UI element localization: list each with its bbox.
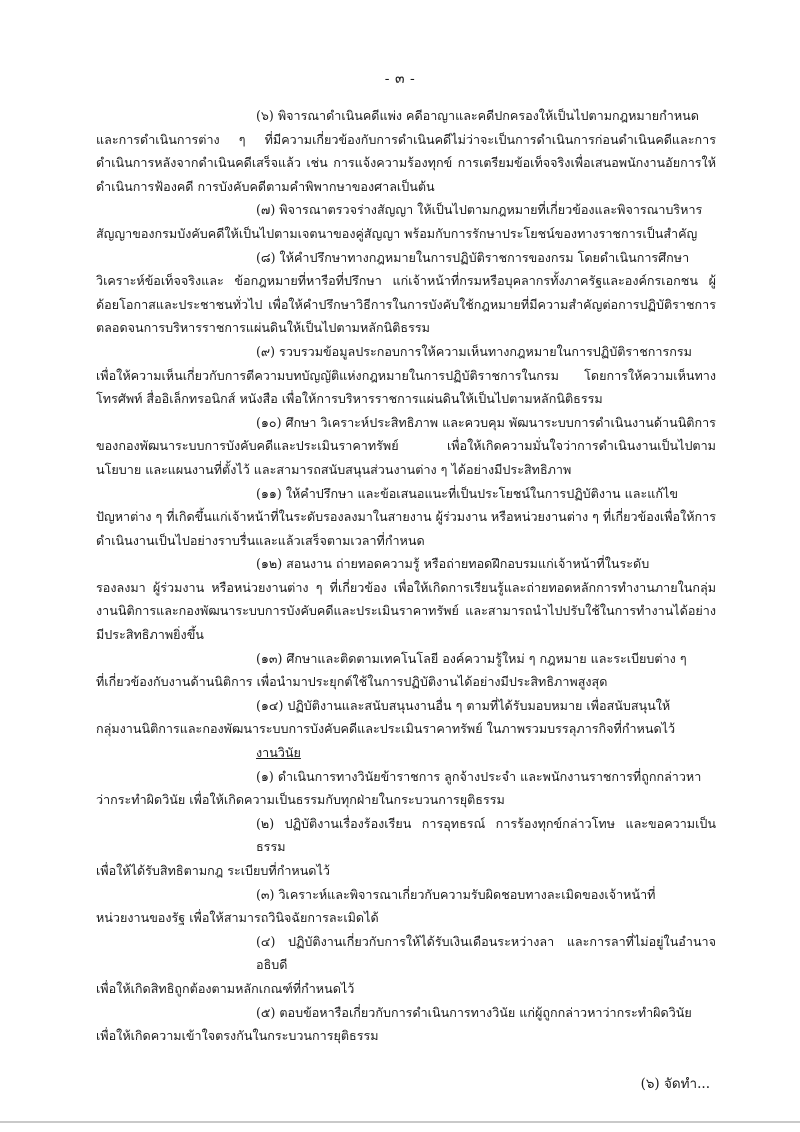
paragraph-8: (๘) ให้คำปรึกษาทางกฎหมายในการปฏิบัติราชการของกรม โดยดำเนินการศึกษา วิเคราะห์ข้อเท็จจริงและ ข้อกฎหมายที่หารือที่ปรึกษา แก่เจ้าหน้าที่กรมหรือบุคลากรทั้งภาครัฐและองค์กรเอกชน ผู้ด้อยโอกาสและประชาชนทั่วไป เพื่อให้คำปรึกษาวิธีการในการบังคับใช้กฎหมายที่มีความสำคัญต่อการปฏิบัติราชการ ตลอดจนการบริหารราชการแผ่นดินให้เป็นไปตามหลักนิติธรรม [96,249,716,336]
discipline-paragraph-1: (๑) ดำเนินการทางวินัยข้าราชการ ลูกจ้างประจำ และพนักงานราชการที่ถูกกล่าวหา ว่ากระทำผิดวินัย เพื่อให้เกิดความเป็นธรรมกับทุกฝ่ายในกระบวนการยุติธรรม [96,768,702,808]
page-number: - ๓ - [384,71,416,87]
bottom-divider [0,1121,800,1123]
paragraph-7: (๗) พิจารณาตรวจร่างสัญญา ให้เป็นไปตามกฎหมายที่เกี่ยวข้องและพิจารณาบริหาร สัญญาของกรมบังคับคดีให้เป็นไปตามเจตนาของคู่สัญญา พร้อมกับการรักษาประโยชน์ของทางราชการเป็นสำคัญ [96,202,703,241]
document-body [96,104,716,1048]
paragraph-11: (๑๑) ให้คำปรึกษา และข้อเสนอแนะที่เป็นประโยชน์ในการปฏิบัติงาน และแก้ไข ปัญหาต่าง ๆ ที่เกิดขึ้นแก่เจ้าหน้าที่ในระดับรองลงมาในสายงาน ผู้ร่วมงาน หรือหน่วยงานต่าง ๆ ที่เกี่ยวข้องเพื่อให้การดำเนินงานเป็นไปอย่างราบรื่นและแล้วเสร็จตามเวลาที่กำหนด [96,485,717,548]
discipline-paragraph-3: (๓) วิเคราะห์และพิจารณาเกี่ยวกับความรับผิดชอบทางละเมิดของเจ้าหน้าที่ หน่วยงานของรัฐ เพื่อให้สามารถวินิจฉัยการละเมิดได้ [96,886,656,926]
paragraph-14: (๑๔) ปฏิบัติงานและสนับสนุนงานอื่น ๆ ตามที่ได้รับมอบหมาย เพื่อสนับสนุนให้ กลุ่มงานนิติการและกองพัฒนาระบบการบังคับคดีและประเมินราคาทรัพย์ ในภาพรวมบรรลุภารกิจที่กำหนดไว้ [96,697,676,737]
discipline-paragraph-5: (๕) ตอบข้อหารือเกี่ยวกับการดำเนินการทางวินัย แก่ผู้ถูกกล่าวหาว่ากระทำผิดวินัย เพื่อให้เกิดความเข้าใจตรงกันในกระบวนการยุติธรรม [96,1004,692,1044]
continuation-marker: (๖) จัดทำ... [640,1076,710,1092]
section-heading: งานวินัย [256,745,301,761]
discipline-paragraph-2: (๒) ปฏิบัติงานเรื่องร้องเรียน การอุทธรณ์ การร้องทุกข์กล่าวโทษ และขอความเป็นธรรม เพื่อให้ได้รับสิทธิตามกฎ ระเบียบที่กำหนดไว้ [96,815,716,878]
paragraph-10: (๑๐) ศึกษา วิเคราะห์ประสิทธิภาพ และควบคุม พัฒนาระบบการดำเนินงานด้านนิติการ ของกองพัฒนาระบบการบังคับคดีและประเมินราคาทรัพย์ เพื่อให้เกิดความมั่นใจว่าการดำเนินงานเป็นไปตามนโยบาย และแผนงานที่ตั้งไว้ และสามารถสนับสนุนส่วนงานต่าง ๆ ได้อย่างมีประสิทธิภาพ [96,414,716,477]
paragraph-13: (๑๓) ศึกษาและติดตามเทคโนโลยี องค์ความรู้ใหม่ ๆ กฎหมาย และระเบียบต่าง ๆ ที่เกี่ยวข้องกับงานด้านนิติการ เพื่อนำมาประยุกต์ใช้ในการปฏิบัติงานได้อย่างมีประสิทธิภาพสูงสุด [96,650,687,690]
paragraph-6: (๖) พิจารณาดำเนินคดีแพ่ง คดีอาญาและคดีปกครองให้เป็นไปตามกฎหมายกำหนด และการดำเนินการต่าง ๆ ที่มีความเกี่ยวข้องกับการดำเนินคดีไม่ว่าจะเป็นการดำเนินการก่อนดำเนินคดีและการดำเนินการหลังจากดำเนินคดีเสร็จแล้ว เช่น การแจ้งความร้องทุกข์ การเตรียมข้อเท็จจริงเพื่อเสนอพนักงานอัยการให้ดำเนินการฟ้องคดี การบังคับคดีตามคำพิพากษาของศาลเป็นต้น [96,108,716,194]
paragraph-9: (๙) รวบรวมข้อมูลประกอบการให้ความเห็นทางกฎหมายในการปฏิบัติราชการกรม เพื่อให้ความเห็นเกี่ยวกับการตีความบทบัญญัติแห่งกฎหมายในการปฏิบัติราชการในกรม โดยการให้ความเห็นทางโทรศัพท์ สื่ออิเล็กทรอนิกส์ หนังสือ เพื่อให้การบริหารราชการแผ่นดินให้เป็นไปตามหลักนิติธรรม [96,343,716,407]
paragraph-12: (๑๒) สอนงาน ถ่ายทอดความรู้ หรือถ่ายทอดฝึกอบรมแก่เจ้าหน้าที่ในระดับ รองลงมา ผู้ร่วมงาน หรือหน่วยงานต่าง ๆ ที่เกี่ยวข้อง เพื่อให้เกิดการเรียนรู้และถ่ายทอดหลักการทำงานภายในกลุ่มงานนิติการและกองพัฒนาระบบการบังคับคดีและประเมินราคาทรัพย์ และสามารถนำไปปรับใช้ในการทำงานได้อย่างมีประสิทธิภาพยิ่งขึ้น [96,556,716,643]
discipline-paragraph-4: (๔) ปฏิบัติงานเกี่ยวกับการให้ได้รับเงินเดือนระหว่างลา และการลาที่ไม่อยู่ในอำนาจอธิบดี เพื่อให้เกิดสิทธิถูกต้องตามหลักเกณฑ์ที่กำหนดไว้ [96,933,716,996]
